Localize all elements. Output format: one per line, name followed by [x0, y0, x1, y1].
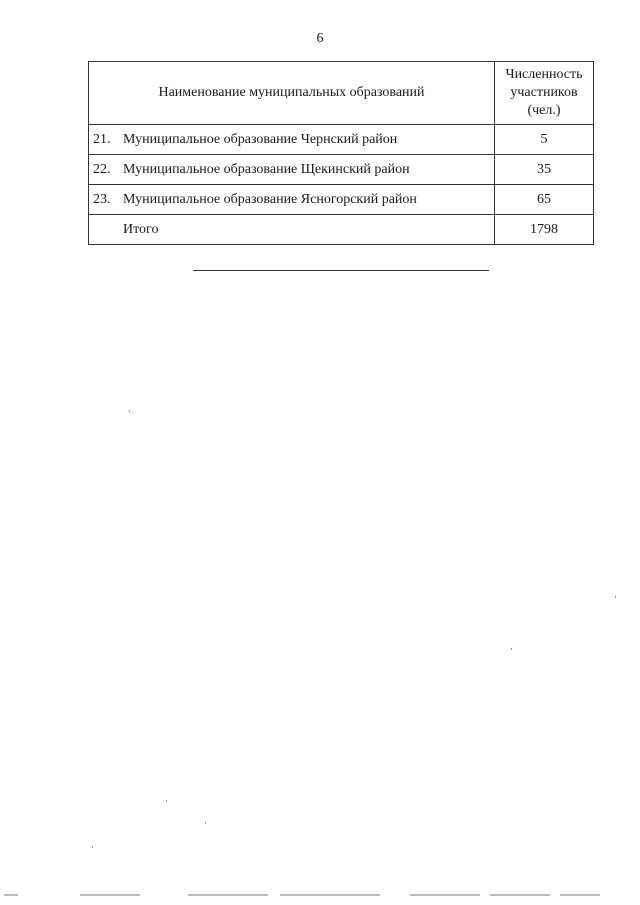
scan-speck — [205, 822, 206, 824]
scan-speck — [511, 648, 512, 650]
row-count: 65 — [495, 185, 594, 215]
scan-speck — [166, 800, 167, 802]
participants-table — [88, 61, 594, 245]
page-number: 6 — [316, 31, 324, 46]
column-header-count — [495, 62, 594, 125]
column-header-count-line2: участников — [510, 85, 578, 100]
row-number: 21. — [93, 131, 111, 147]
scan-speck — [129, 410, 130, 412]
separator-line — [193, 270, 489, 271]
scan-artifact-bottom — [0, 894, 640, 897]
row-number: 22. — [93, 161, 111, 177]
column-header-count-line1: Численность — [505, 67, 583, 82]
row-number: 23. — [93, 191, 111, 207]
table-row — [89, 125, 594, 155]
table-row — [89, 185, 594, 215]
table-row — [89, 155, 594, 185]
row-name-cell — [89, 155, 495, 185]
column-header-name: Наименование муниципальных образований — [89, 62, 495, 125]
total-count: 1798 — [495, 215, 594, 245]
row-count: 5 — [495, 125, 594, 155]
table-total-row — [89, 215, 594, 245]
column-header-count-line3: (чел.) — [527, 103, 561, 118]
row-name: Муниципальное образование Ясногорский район — [123, 191, 417, 207]
row-name: Муниципальное образование Чернский район — [123, 131, 398, 147]
row-name: Муниципальное образование Щекинский район — [123, 161, 410, 177]
row-name-cell — [89, 125, 495, 155]
total-label: Итого — [89, 215, 495, 245]
row-name-cell — [89, 185, 495, 215]
row-count: 35 — [495, 155, 594, 185]
scan-speck — [615, 596, 616, 598]
scan-speck — [92, 846, 93, 848]
table-header-row — [89, 62, 594, 125]
